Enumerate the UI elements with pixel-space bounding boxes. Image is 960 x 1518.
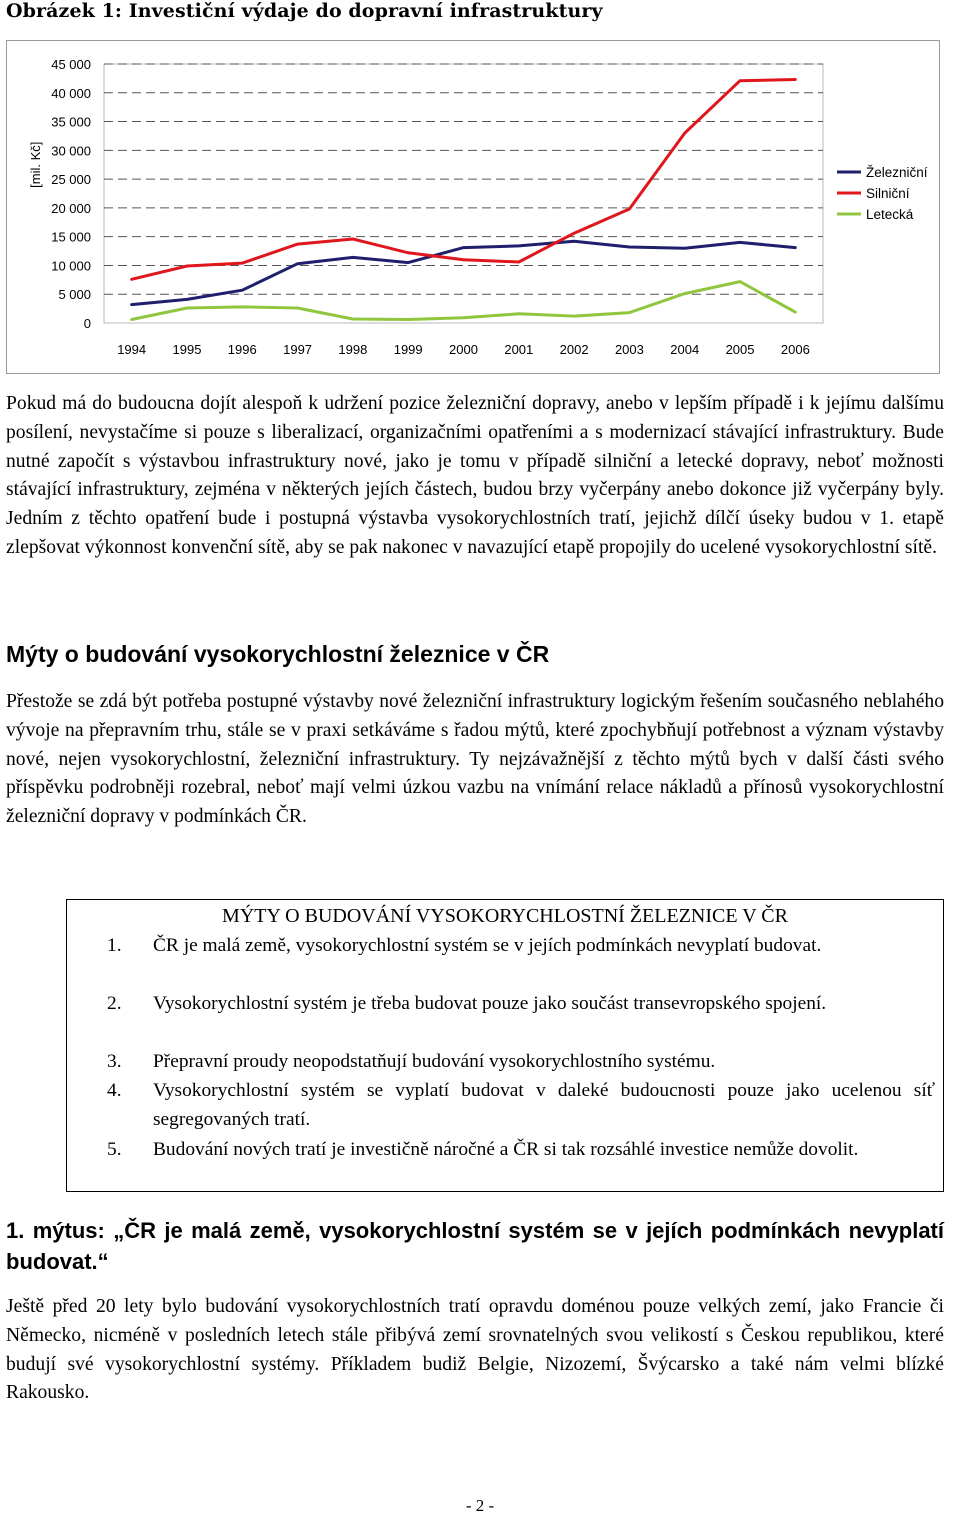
y-tick-label: 30 000 bbox=[51, 143, 91, 159]
myth-number: 2. bbox=[107, 993, 122, 1014]
legend-label: Letecká bbox=[866, 207, 914, 222]
myth-text: Vysokorychlostní systém je třeba budovat pouze jako součást transevropského spojení. bbox=[153, 993, 827, 1014]
myth-number: 1. bbox=[107, 935, 122, 956]
myths-box-title: MÝTY O BUDOVÁNÍ VYSOKORYCHLOSTNÍ ŽELEZNICE V ČR bbox=[222, 905, 788, 927]
myth-text: Vysokorychlostní systém se vyplatí budovat v daleké budoucnosti pouze jako ucelenou síť segregovaných tratí. bbox=[153, 1080, 935, 1130]
y-tick-label: 10 000 bbox=[51, 258, 91, 274]
y-tick-label: 25 000 bbox=[51, 172, 91, 188]
figure-title: Obrázek 1: Investiční výdaje do dopravní infrastruktury bbox=[6, 0, 603, 22]
myth-text: Přepravní proudy neopodstatňují budování vysokorychlostního systému. bbox=[153, 1051, 716, 1072]
legend-label: Železniční bbox=[866, 165, 928, 180]
y-tick-label: 40 000 bbox=[51, 85, 91, 101]
heading-myth-1: 1. mýtus: „ČR je malá země, vysokorychlostní systém se v jejích podmínkách nevyplatí budovat.“ bbox=[6, 1218, 944, 1274]
x-tick-label: 1997 bbox=[283, 342, 313, 357]
x-tick-label: 1995 bbox=[172, 342, 202, 357]
paragraph-myths-intro: Přestože se zdá být potřeba postupné výstavby nové železniční infrastruktury logickým řešením současného neblahého vývoje na přepravním trhu, stále se v praxi setkáváme s řadou mýtů, které zpochybňují potřebnost a význam výstavby nové, nejen vysokorychlostní, železniční infrastruktury. Ty nejzávažnější z těchto mýtů bych v další části svého příspěvku podrobněji rozebral, neboť mají velmi úzkou vazbu na vnímání relace nákladů a přínosů vysokorychlostní železniční dopravy v podmínkách ČR. bbox=[6, 691, 944, 828]
x-tick-label: 2001 bbox=[504, 342, 534, 357]
paragraph-liberalization: Pokud má do budoucna dojít alespoň k udržení pozice železniční dopravy, anebo v lepším případě i k jejímu dalšímu posílení, nevystačíme si pouze s liberalizací, organizačními opatřeními a s modernizací stávající infrastruktury. Bude nutné započít s výstavbou infrastruktury nové, jako je tomu v případě silniční a letecké dopravy, neboť možnosti stávající infrastruktury, zejména v některých jejích částech, budou brzy vyčerpány anebo dokonce již vyčerpány byly. Jedním z těchto opatření bude i postupná výstavba vysokorychlostních tratí, jejichž dílčí úseky budou v 1. etapě zlepšovat výkonnost konvenční sítě, aby se pak nakonec v navazující etapě propojily do ucelené vysokorychlostní sítě. bbox=[6, 393, 944, 558]
myths-box bbox=[66, 899, 944, 1192]
y-axis-label: [mil. Kč] bbox=[28, 141, 43, 188]
y-tick-label: 35 000 bbox=[51, 114, 91, 130]
x-tick-label: 1994 bbox=[117, 342, 147, 357]
paragraph-myth-1: Ještě před 20 lety bylo budování vysokorychlostních tratí opravdu doménou pouze velkých zemí, jako Francie či Německo, nicméně v posledních letech stále přibývá zemí srovnatelných svou velikostí s Českou republikou, které budují své vysokorychlostní systémy. Příkladem budiž Belgie, Nizozemí, Švýcarsko a také nám velmi blízké Rakousko. bbox=[6, 1296, 944, 1404]
x-tick-label: 2006 bbox=[780, 342, 810, 357]
x-tick-label: 2002 bbox=[559, 342, 589, 357]
series-line-1 bbox=[132, 241, 796, 304]
x-tick-label: 2005 bbox=[725, 342, 755, 357]
myth-text: ČR je malá země, vysokorychlostní systém se v jejích podmínkách nevyplatí budovat. bbox=[153, 935, 822, 956]
y-tick-label: 0 bbox=[83, 316, 91, 331]
x-tick-label: 1998 bbox=[338, 342, 368, 357]
investment-chart bbox=[6, 40, 940, 374]
y-tick-label: 20 000 bbox=[51, 200, 91, 216]
x-tick-label: 1996 bbox=[227, 342, 257, 357]
myth-number: 5. bbox=[107, 1139, 122, 1160]
x-tick-label: 1999 bbox=[393, 342, 423, 357]
y-tick-label: 15 000 bbox=[51, 229, 91, 245]
x-tick-label: 2003 bbox=[614, 342, 644, 357]
x-tick-label: 2004 bbox=[670, 342, 700, 357]
chart-svg bbox=[7, 41, 939, 373]
y-tick-label: 5 000 bbox=[58, 287, 91, 303]
legend-label: Silniční bbox=[866, 186, 910, 201]
myth-number: 3. bbox=[107, 1051, 122, 1072]
heading-myths: Mýty o budování vysokorychlostní železnice v ČR bbox=[6, 641, 550, 667]
series-line-3 bbox=[132, 282, 796, 320]
page-number: - 2 - bbox=[465, 1496, 495, 1515]
y-tick-label: 45 000 bbox=[51, 57, 91, 72]
x-tick-label: 2000 bbox=[449, 342, 478, 357]
myth-text: Budování nových tratí je investičně náročné a ČR si tak rozsáhlé investice nemůže dovolit. bbox=[153, 1139, 859, 1160]
myth-number: 4. bbox=[107, 1080, 122, 1101]
